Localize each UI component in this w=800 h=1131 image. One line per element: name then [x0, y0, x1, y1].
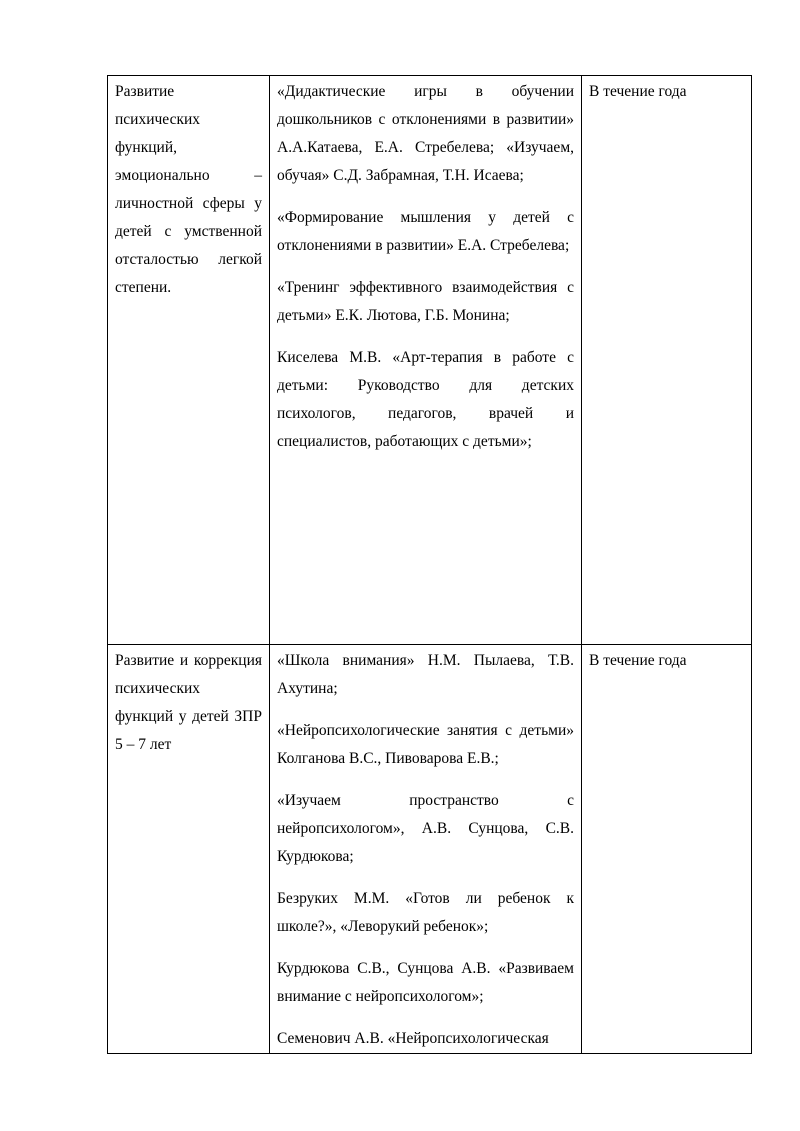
- literature-entry: «Нейропсихологические занятия с детьми» Колганова В.С., Пивоварова Е.В.;: [277, 722, 574, 767]
- literature-entry: «Дидактические игры в обучении дошкольников с отклонениями в развитии» А.А.Катаева, Е.А. Стребелева; «Изучаем, обучая» С.Д. Забрамная, Т.Н. Исаева;: [277, 83, 574, 184]
- topic-text: Развитие и коррекция психических функций у детей ЗПР 5 – 7 лет: [115, 652, 262, 753]
- work-plan-table: [107, 75, 752, 1054]
- table-row: [108, 645, 752, 1054]
- term-text: В течение года: [589, 652, 687, 669]
- literature-entry: «Изучаем пространство с нейропсихологом», А.В. Сунцова, С.В. Курдюкова;: [277, 792, 574, 865]
- term-cell: [582, 76, 752, 645]
- literature-entry: Семенович А.В. «Нейропсихологическая: [277, 1030, 549, 1047]
- literature-entry: «Школа внимания» Н.М. Пылаева, Т.В. Ахутина;: [277, 652, 574, 697]
- topic-cell: [108, 645, 270, 1054]
- literature-entry: «Формирование мышления у детей с отклонениями в развитии» Е.А. Стребелева;: [277, 209, 574, 254]
- literature-cell: [270, 645, 582, 1054]
- term-text: В течение года: [589, 83, 687, 100]
- literature-entry: Курдюкова С.В., Сунцова А.В. «Развиваем внимание с нейропсихологом»;: [277, 960, 574, 1005]
- literature-entry: «Тренинг эффективного взаимодействия с детьми» Е.К. Лютова, Г.Б. Монина;: [277, 279, 574, 324]
- topic-cell: [108, 76, 270, 645]
- literature-entry: Киселева М.В. «Арт-терапия в работе с детьми: Руководство для детских психологов, педагогов, врачей и специалистов, работающих с детьми»;: [277, 349, 574, 450]
- literature-entry: Безруких М.М. «Готов ли ребенок к школе?», «Леворукий ребенок»;: [277, 890, 574, 935]
- table-row: [108, 76, 752, 645]
- literature-cell: [270, 76, 582, 645]
- topic-text: Развитие психических функций, эмоционально – личностной сферы у детей с умственной отсталостью легкой степени.: [115, 83, 262, 296]
- term-cell: [582, 645, 752, 1054]
